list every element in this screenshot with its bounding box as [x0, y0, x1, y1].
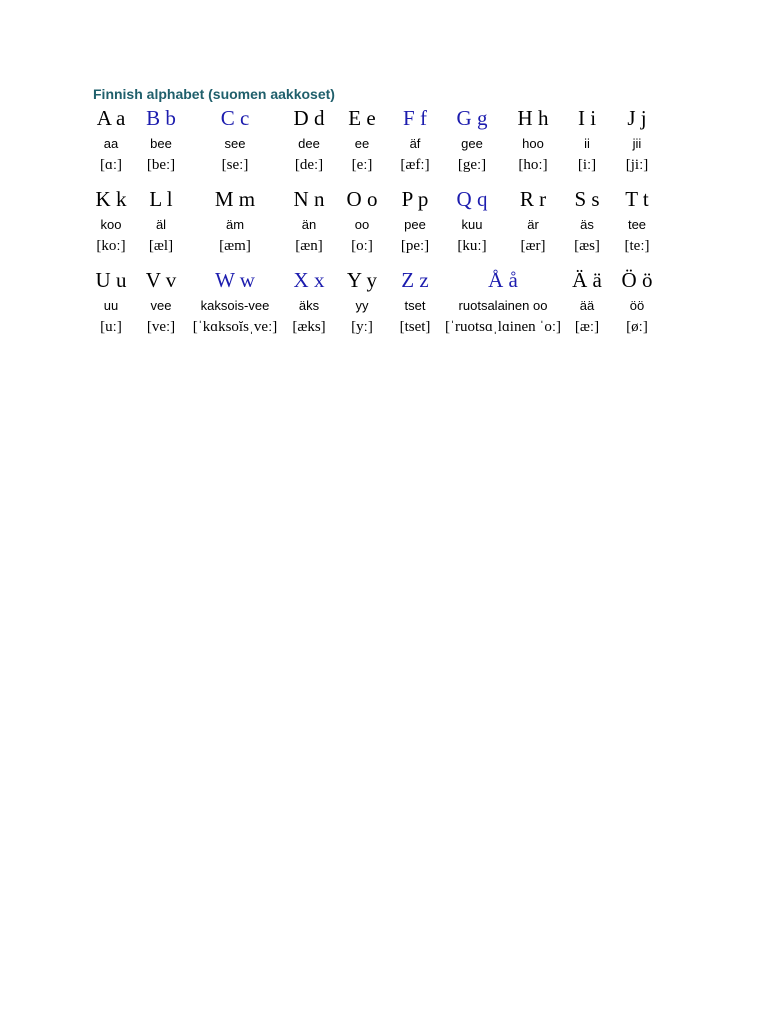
- letter-letter: H h: [517, 105, 549, 130]
- alphabet-row-ipa: [88, 154, 664, 177]
- letter-name: vee: [150, 297, 172, 313]
- letter-ipa: [koː]: [96, 238, 126, 254]
- letter-ipa: [ɑː]: [99, 157, 122, 173]
- letter-name: ää: [579, 297, 595, 313]
- letter-name: koo: [100, 216, 122, 232]
- letter-ipa: [æl]: [148, 238, 174, 254]
- alphabet-row-name: [88, 132, 664, 154]
- letter-name: see: [224, 135, 246, 151]
- letter-ipa: [øː]: [626, 319, 648, 335]
- letter-ipa: [tset]: [399, 319, 431, 335]
- letter-letter: F f: [403, 105, 427, 130]
- letter-name: dee: [298, 135, 320, 151]
- letter-name: ii: [584, 135, 590, 151]
- letter-ipa: [hoː]: [518, 157, 548, 173]
- alphabet-row-ipa: [88, 316, 664, 339]
- letter-name: äl: [155, 216, 167, 232]
- letter-letter: Å å: [488, 267, 518, 292]
- letter-ipa: [æn]: [295, 238, 323, 254]
- letter-ipa: [æks]: [292, 319, 326, 335]
- letter-ipa: [kuː]: [457, 238, 487, 254]
- letter-name: ruotsalainen oo: [458, 297, 548, 313]
- letter-letter: A a: [96, 105, 126, 130]
- letter-name: tee: [627, 216, 647, 232]
- letter-ipa: [æm]: [219, 238, 251, 254]
- letter-letter: Q q: [456, 186, 488, 211]
- letter-letter: C c: [220, 105, 250, 130]
- letter-letter: Ä ä: [572, 267, 602, 292]
- letter-ipa: [ær]: [520, 238, 546, 254]
- alphabet-row-name: [88, 294, 664, 316]
- letter-letter: G g: [456, 105, 488, 130]
- letter-letter: I i: [577, 105, 597, 130]
- letter-letter: B b: [146, 105, 176, 130]
- letter-ipa: [ˈkɑksoĭsˌveː]: [192, 319, 278, 335]
- letter-ipa: [æs]: [574, 238, 600, 254]
- letter-name: bee: [150, 135, 172, 151]
- letter-name: är: [527, 216, 539, 232]
- letter-ipa: [deː]: [294, 157, 324, 173]
- letter-ipa: [peː]: [400, 238, 430, 254]
- letter-letter: M m: [214, 186, 256, 211]
- letter-ipa: [seː]: [221, 157, 249, 173]
- letter-letter: O o: [346, 186, 378, 211]
- letter-ipa: [veː]: [146, 319, 176, 335]
- letter-name: kuu: [461, 216, 483, 232]
- letter-name: oo: [354, 216, 370, 232]
- letter-ipa: [beː]: [146, 157, 176, 173]
- letter-name: äm: [225, 216, 245, 232]
- letter-letter: Z z: [401, 267, 429, 292]
- letter-letter: N n: [293, 186, 325, 211]
- letter-ipa: [teː]: [624, 238, 650, 254]
- letter-letter: Y y: [346, 267, 378, 292]
- letter-name: ee: [354, 135, 370, 151]
- letter-letter: V v: [145, 267, 177, 292]
- letter-letter: L l: [149, 186, 173, 211]
- letter-name: äks: [298, 297, 320, 313]
- letter-letter: P p: [401, 186, 429, 211]
- letter-name: tset: [404, 297, 426, 313]
- alphabet-row-letter: [88, 104, 664, 132]
- letter-ipa: [iː]: [577, 157, 597, 173]
- letter-name: än: [301, 216, 317, 232]
- letter-letter: D d: [293, 105, 325, 130]
- letter-ipa: [jiː]: [625, 157, 649, 173]
- page-title: Finnish alphabet (suomen aakkoset): [93, 86, 335, 102]
- letter-ipa: [æː]: [574, 319, 600, 335]
- letter-name: äs: [580, 216, 594, 232]
- letter-letter: W w: [215, 267, 255, 292]
- letter-name: gee: [461, 135, 483, 151]
- alphabet-row-ipa: [88, 235, 664, 258]
- letter-name: jii: [632, 135, 642, 151]
- letter-ipa: [uː]: [100, 319, 122, 335]
- letter-name: kaksois-vee: [200, 297, 270, 313]
- letter-letter: U u: [95, 267, 127, 292]
- letter-name: yy: [355, 297, 369, 313]
- letter-name: aa: [103, 135, 119, 151]
- alphabet-row-name: [88, 213, 664, 235]
- alphabet-row-letter: [88, 266, 664, 294]
- letter-name: hoo: [522, 135, 544, 151]
- letter-ipa: [oː]: [351, 238, 373, 254]
- letter-letter: T t: [625, 186, 649, 211]
- letter-ipa: [ˈruotsɑˌlɑinen ˈoː]: [444, 319, 562, 335]
- letter-ipa: [geː]: [457, 157, 487, 173]
- letter-letter: X x: [293, 267, 325, 292]
- letter-name: öö: [629, 297, 645, 313]
- letter-letter: Ö ö: [621, 267, 653, 292]
- letter-letter: S s: [574, 186, 600, 211]
- letter-letter: R r: [519, 186, 547, 211]
- alphabet-table: [88, 104, 664, 339]
- letter-ipa: [æfː]: [400, 157, 430, 173]
- letter-letter: J j: [627, 105, 647, 130]
- letter-ipa: [eː]: [351, 157, 373, 173]
- letter-ipa: [yː]: [351, 319, 373, 335]
- letter-letter: E e: [348, 105, 376, 130]
- letter-letter: K k: [95, 186, 127, 211]
- letter-name: pee: [404, 216, 426, 232]
- letter-name: uu: [103, 297, 119, 313]
- alphabet-row-letter: [88, 185, 664, 213]
- letter-name: äf: [409, 135, 421, 151]
